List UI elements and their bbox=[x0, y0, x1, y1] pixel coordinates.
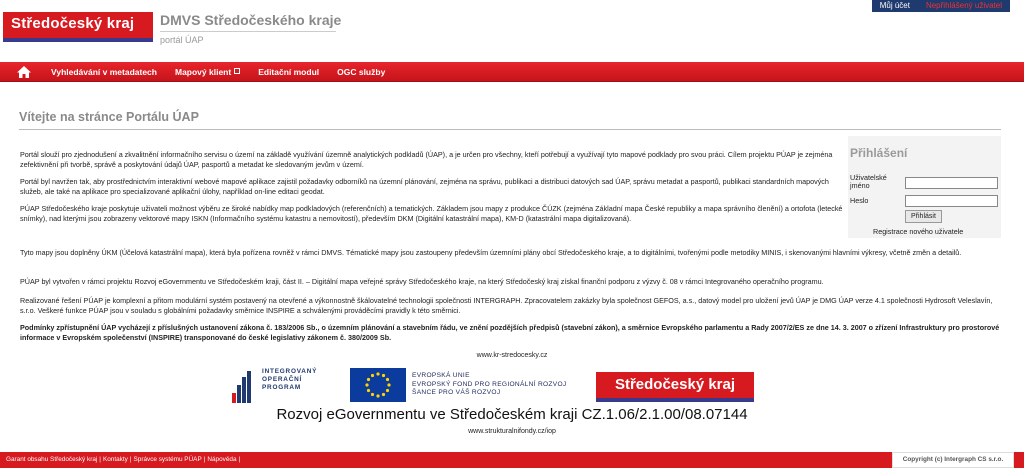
region-logo: Středočeský kraj bbox=[596, 372, 754, 402]
nav-item-map-client[interactable]: Mapový klient bbox=[166, 62, 249, 82]
project-title: Rozvoj eGovernmentu ve Středočeském kraji CZ.1.06/2.1.00/08.07144 bbox=[276, 406, 748, 423]
solution-paragraph: Realizované řešení PÚAP je komplexní a přitom modulární systém postavený na otevřené a výkonnostně škálovatelné technologii společnosti INTERGRAPH. Zpracovatelem zakázky byla společnost GEFOS, a.s., datový model pro uložení jevů ÚAP je DMG ÚAP verze 4.1 společnosti Hydrosoft Veleslavín, s.r.o. Veškeré funkce PÚAP jsou v souladu s globálními požadavky směrnice INSPIRE a schválenými prováděcími pravidly k této směrnici. bbox=[20, 296, 993, 315]
my-account-link[interactable]: Můj účet bbox=[872, 0, 918, 12]
username-input[interactable] bbox=[905, 177, 998, 189]
login-panel bbox=[848, 136, 1001, 238]
home-icon[interactable] bbox=[16, 65, 32, 79]
site-logo[interactable] bbox=[3, 12, 153, 42]
logo-text: Středočeský kraj bbox=[11, 15, 135, 32]
user-status-link[interactable]: Nepřihlášený uživatel bbox=[918, 0, 1010, 12]
intro-paragraph: Portál slouží pro zjednodušení a zkvalitnění informačního servisu o území na základě využívání územně analytických podkladů (ÚAP), a je určen pro všechny, kteří potřebují a využívají tyto mapové podklady pro svou práci. Cílem projektu PÚAP je zejména zefektivnění při tvorbě, správě a poskytování údajů ÚAP, pasportů a metadat ke sledovaným jevům v území. bbox=[20, 150, 833, 169]
login-title: Přihlášení bbox=[850, 146, 908, 160]
page-title: Vítejte na stránce Portálu ÚAP bbox=[19, 110, 199, 124]
iop-bars-icon bbox=[232, 371, 251, 403]
site-title: DMVS Středočeského kraje bbox=[160, 12, 342, 28]
copyright-notice: Copyright (c) Intergraph CS s.r.o. bbox=[892, 452, 1014, 468]
nav-item-edit-module[interactable]: Editační modul bbox=[258, 67, 320, 77]
structural-funds-link[interactable]: www.strukturalnifondy.cz/iop bbox=[468, 428, 556, 435]
footer-link-help[interactable]: Nápověda bbox=[207, 456, 237, 463]
main-nav bbox=[0, 62, 1024, 82]
footer-link-contacts[interactable]: Kontakty bbox=[102, 456, 128, 463]
footer: Garant obsahu Středočeský kraj | Kontakty | Správce systému PÚAP | Nápověda | Copyright (c) Intergraph CS s.r.o. bbox=[0, 452, 1024, 468]
legal-paragraph: Podmínky zpřístupnění ÚAP vycházejí z příslušných ustanovení zákona č. 183/2006 Sb., o územním plánování a stavebním řádu, ve znění pozdějších předpisů (stavební zákon), a směrnice Evropského parlamentu a Rady 2007/2/ES ze dne 14. 3. 2007 o zřízení Infrastruktury pro prostorové informace v Evropském společenství (INSPIRE) transponované do české legislativy zákonem č. 380/2009 Sb. bbox=[20, 323, 1000, 342]
design-paragraph: Portál byl navržen tak, aby prostřednictvím interaktivní webové mapové aplikace zajistil požadavky odborníků na územní plánování, zejména na správu, publikaci a distribuci datových sad ÚAP, správu metadat a pasportů, publikaci standardních mapových služeb, ale také na aplikace pro specializované aplikační úlohy, například on-line editaci geodat. bbox=[20, 177, 829, 196]
project-paragraph: PÚAP byl vytvořen v rámci projektu Rozvoj eGovernmentu ve Středočeském kraji, část II. – Digitální mapa veřejné správy Středočeského kraje, na který Středočeský kraj získal finanční podporu z výzvy č. 08 v rámci Integrovaného operačního programu. bbox=[20, 277, 824, 286]
password-label: Heslo bbox=[850, 196, 869, 205]
password-input[interactable] bbox=[905, 195, 998, 207]
thematic-paragraph: Tyto mapy jsou doplněny ÚKM (Účelová katastrální mapa), která byla pořízena rovněž v rámci DMVS. Tématické mapy jsou zastoupeny především územními plány obcí Středočeského kraje, a to digitálními, tvořenými podle metodiky MINIS, i skenovanými hlavními výkresy, včetně změn a detailů. bbox=[20, 248, 962, 257]
external-link-icon bbox=[234, 68, 240, 74]
maps-paragraph: PÚAP Středočeského kraje poskytuje uživateli možnost výběru ze široké nabídky map podkladových (referenčních) a tematických. Základem jsou mapy z produkce ČÚZK (zejména Základní mapa České republiky a mapa správního členění) a ortofota (letecké snímky), nad kterými jsou zobrazeny vektorové mapy ISKN (Informačního systému katastru a nemovitostí), především DKM (Digitální katastrální mapa), KM-D (katastrální mapa digitalizovaná). bbox=[20, 204, 843, 223]
funding-logos bbox=[0, 366, 1024, 406]
iop-logo: INTEGROVANÝ OPERAČNÍ PROGRAM bbox=[232, 368, 340, 404]
username-label: Uživatelské jméno bbox=[850, 173, 887, 190]
register-link[interactable]: Registrace nového uživatele bbox=[873, 227, 964, 236]
eu-flag-icon bbox=[350, 368, 406, 402]
header bbox=[0, 0, 1024, 62]
title-divider bbox=[19, 129, 1001, 130]
title-divider bbox=[160, 31, 336, 32]
eu-text: EVROPSKÁ UNIE EVROPSKÝ FOND PRO REGIONÁLNÍ ROZVOJ ŠANCE PRO VÁŠ ROZVOJ bbox=[412, 372, 567, 396]
region-url-link[interactable]: www.kr-stredocesky.cz bbox=[476, 352, 548, 359]
site-subtitle: portál ÚAP bbox=[160, 35, 204, 45]
footer-link-content-guarantor[interactable]: Garant obsahu Středočeský kraj bbox=[6, 456, 98, 463]
user-links bbox=[872, 0, 1010, 12]
nav-item-metadata-search[interactable]: Vyhledávání v metadatech bbox=[51, 67, 157, 77]
login-button[interactable]: Přihlásit bbox=[905, 210, 942, 223]
nav-item-ogc-services[interactable]: OGC služby bbox=[337, 67, 386, 77]
footer-link-system-admin[interactable]: Správce systému PÚAP bbox=[133, 456, 202, 463]
